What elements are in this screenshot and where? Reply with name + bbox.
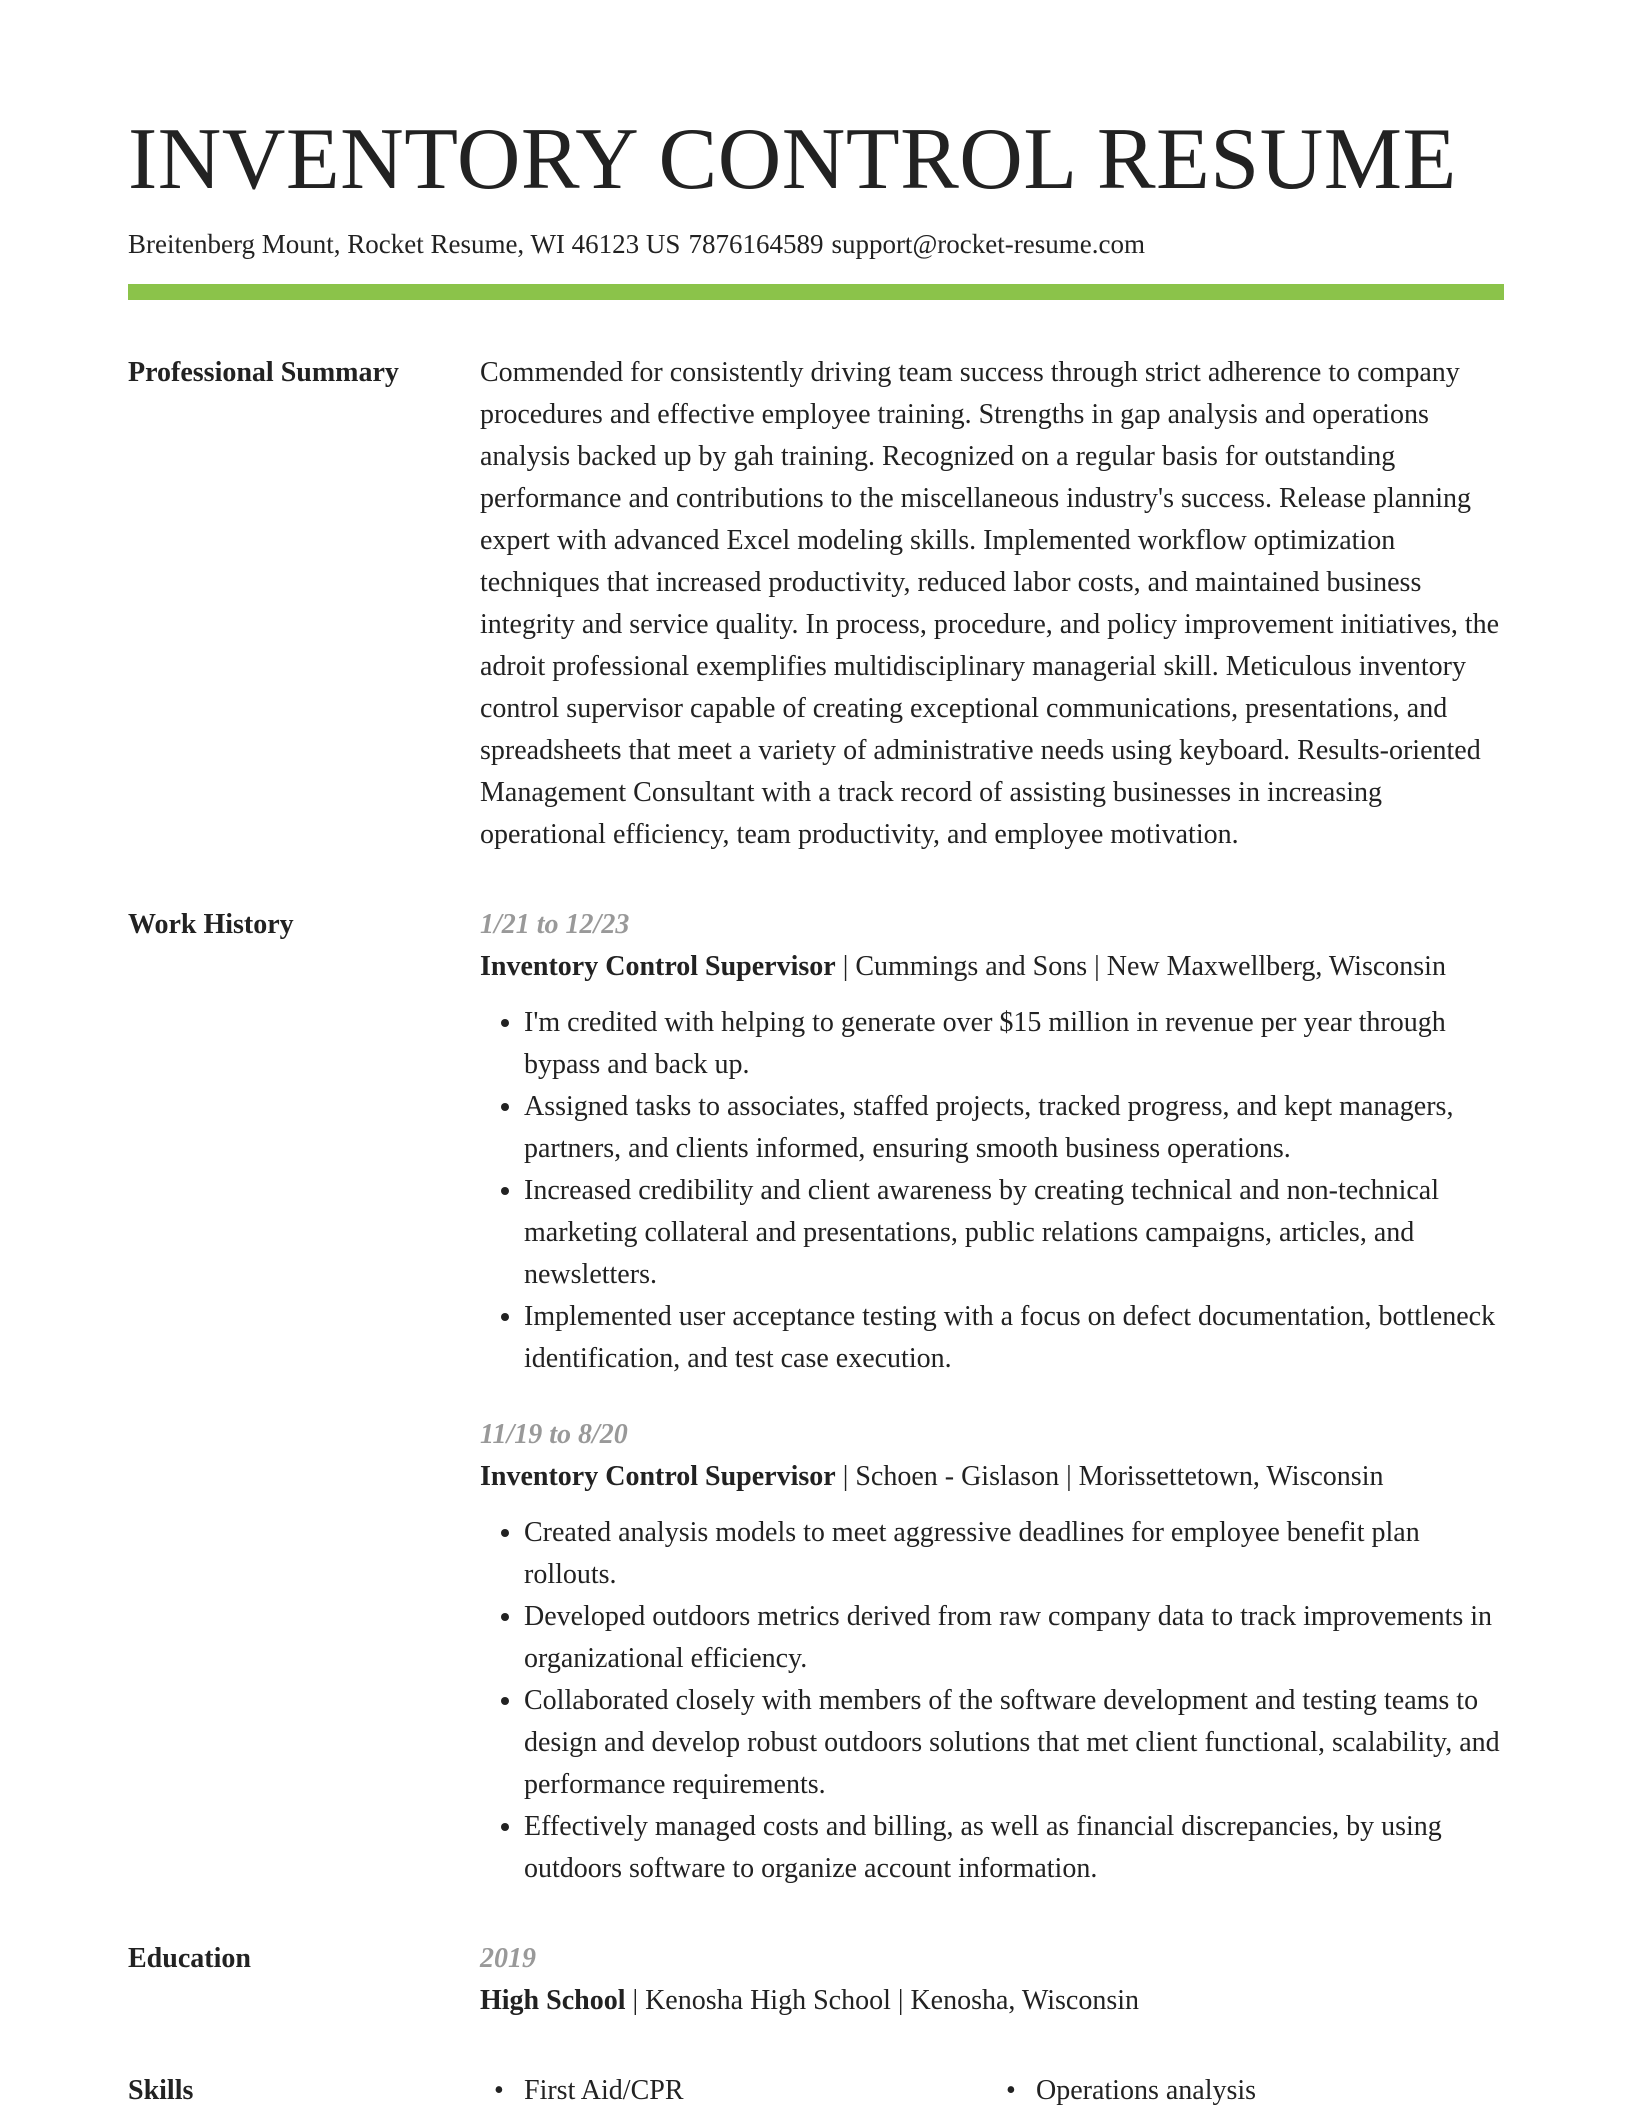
job-dates: 1/21 to 12/23 [480, 908, 630, 940]
job-details: | Schoen - Gislason | Morissettetown, Wisconsin [835, 1460, 1384, 1492]
job-entry [480, 1414, 1504, 1890]
job-dates: 11/19 to 8/20 [480, 1418, 628, 1450]
education-heading: Education [128, 1942, 251, 1974]
education-dates: 2019 [480, 1942, 536, 1974]
summary-heading: Professional Summary [128, 356, 399, 388]
contact-address: Breitenberg Mount, Rocket Resume, WI 46123 US [128, 228, 681, 259]
job-title: Inventory Control Supervisor [480, 950, 836, 982]
summary-text: Commended for consistently driving team success through strict adherence to company procedures and effective employee training. Strengths in gap analysis and operations analysis backed up by gah training. Recognized on a regular basis for outstanding performance and contributions to the miscellaneous industry's success. Release planning expert with advanced Excel modeling skills. Implemented workflow optimization techniques that increased productivity, reduced labor costs, and maintained business integrity and service quality. In process, procedure, and policy improvement initiatives, the adroit professional exemplifies multidisciplinary managerial skill. Meticulous inventory control supervisor capable of creating exceptional communications, presentations, and spreadsheets that meet a variety of administrative needs using keyboard. Results-oriented Management Consultant with a track record of assisting businesses in increasing operational efficiency, team productivity, and employee motivation. [480, 356, 1500, 850]
contact-email: support@rocket-resume.com [831, 228, 1145, 259]
work-history-heading: Work History [128, 908, 294, 940]
summary-section [128, 352, 1504, 856]
job-heading [480, 946, 1504, 988]
job-bullet: • Increased credibility and client awareness by creating technical and non-technical marketing collateral and presentations, public relations campaigns, articles, and newsletters. [524, 1170, 1504, 1296]
contact-phone: 7876164589 [688, 228, 824, 259]
education-heading-line [480, 1980, 1504, 2022]
job-title: Inventory Control Supervisor [480, 1460, 836, 1492]
skills-section [128, 2070, 1504, 2112]
job-entry [480, 904, 1504, 1380]
job-bullet: • Created analysis models to meet aggressive deadlines for employee benefit plan rollouts. [524, 1512, 1504, 1596]
resume-title: INVENTORY CONTROL RESUME [128, 111, 1457, 208]
job-bullets [480, 1002, 1504, 1380]
job-heading [480, 1456, 1504, 1498]
skills-list [480, 2070, 1504, 2112]
accent-divider [128, 284, 1504, 300]
work-history-section [128, 904, 1504, 1890]
job-bullet: • Collaborated closely with members of the software development and testing teams to design and develop robust outdoors solutions that met client functional, scalability, and performance requirements. [524, 1680, 1504, 1806]
job-bullet: • Implemented user acceptance testing with a focus on defect documentation, bottleneck identification, and test case execution. [524, 1296, 1504, 1380]
job-bullet: • Effectively managed costs and billing, as well as financial discrepancies, by using outdoors software to organize account information. [524, 1806, 1504, 1890]
education-degree: High School [480, 1984, 626, 2016]
job-bullet: • I'm credited with helping to generate over $15 million in revenue per year through bypass and back up. [524, 1002, 1504, 1086]
contact-line [128, 227, 1504, 262]
skill-item: • Operations analysis [992, 2070, 1504, 2112]
skills-heading: Skills [128, 2074, 194, 2106]
education-section [128, 1938, 1504, 2022]
job-bullets [480, 1512, 1504, 1890]
job-bullet: • Assigned tasks to associates, staffed projects, tracked progress, and kept managers, partners, and clients informed, ensuring smooth business operations. [524, 1086, 1504, 1170]
skill-item: • First Aid/CPR [480, 2070, 992, 2112]
job-details: | Cummings and Sons | New Maxwellberg, Wisconsin [835, 950, 1446, 982]
education-details: | Kenosha High School | Kenosha, Wisconsin [625, 1984, 1139, 2016]
job-bullet: • Developed outdoors metrics derived from raw company data to track improvements in organizational efficiency. [524, 1596, 1504, 1680]
